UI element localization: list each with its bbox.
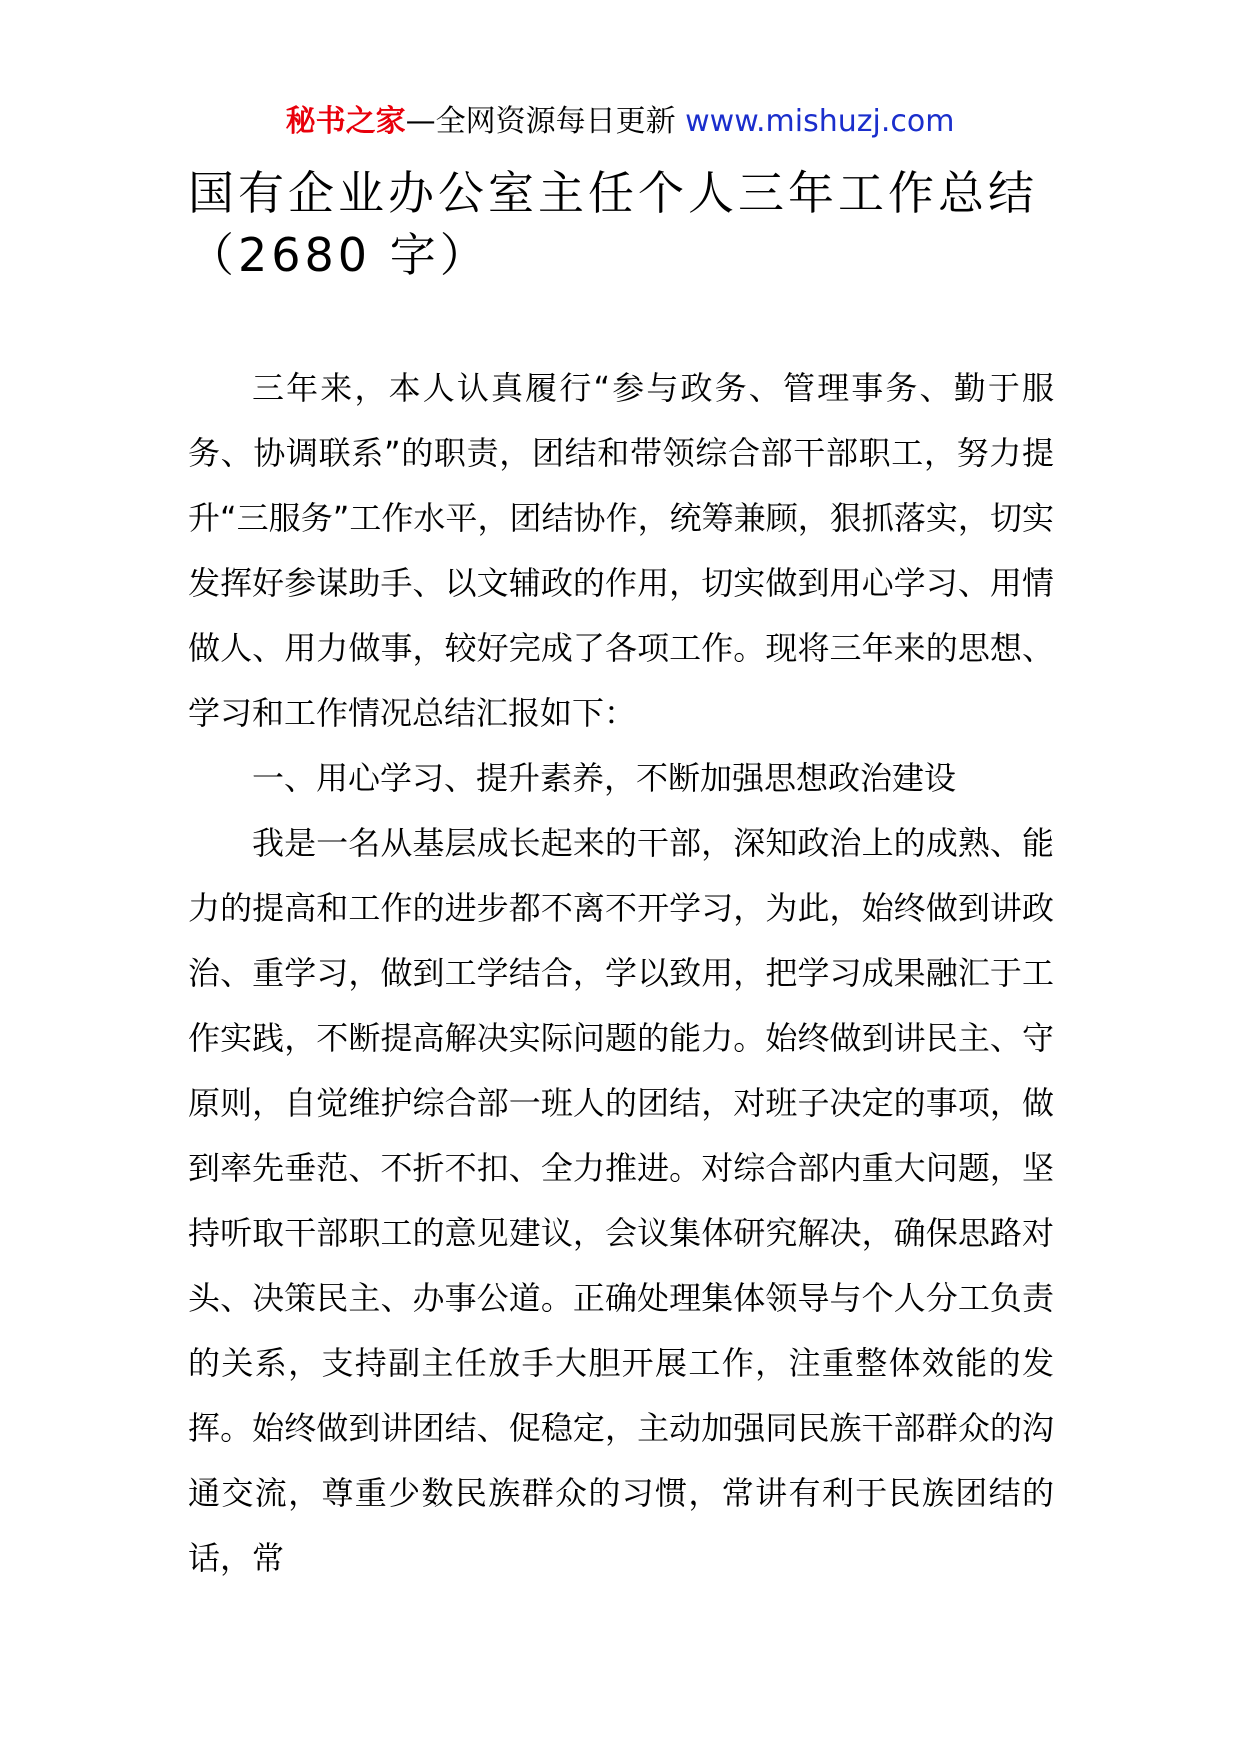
paragraph-intro: 三年来，本人认真履行“参与政务、管理事务、勤于服务、协调联系”的职责，团结和带领综合部干部职工，努力提升“三服务”工作水平，团结协作，统筹兼顾，狠抓落实，切实发挥好参谋助手、以文辅政的作用，切实做到用心学习、用情做人、用力做事，较好完成了各项工作。现将三年来的思想、学习和工作情况总结汇报如下： bbox=[188, 369, 1054, 732]
site-slogan: —全网资源每日更新 bbox=[405, 104, 676, 139]
section-heading-1: 一、用心学习、提升素养，不断加强思想政治建设 bbox=[252, 759, 957, 797]
site-brand: 秘书之家 bbox=[285, 104, 406, 139]
document-body bbox=[188, 356, 1054, 1591]
site-header bbox=[0, 100, 1240, 144]
site-url-link[interactable]: www.mishuzj.com bbox=[685, 104, 955, 139]
paragraph-section-1: 我是一名从基层成长起来的干部，深知政治上的成熟、能力的提高和工作的进步都不离不开学习，为此，始终做到讲政治、重学习，做到工学结合，学以致用，把学习成果融汇于工作实践，不断提高解决实际问题的能力。始终做到讲民主、守原则，自觉维护综合部一班人的团结，对班子决定的事项，做到率先垂范、不折不扣、全力推进。对综合部内重大问题，坚持听取干部职工的意见建议，会议集体研究解决，确保思路对头、决策民主、办事公道。正确处理集体领导与个人分工负责的关系，支持副主任放手大胆开展工作，注重整体效能的发挥。始终做到讲团结、促稳定，主动加强同民族干部群众的沟通交流，尊重少数民族群众的习惯，常讲有利于民族团结的话，常 bbox=[188, 824, 1054, 1577]
document-title: 国有企业办公室主任个人三年工作总结（2680 字） bbox=[188, 166, 1038, 282]
